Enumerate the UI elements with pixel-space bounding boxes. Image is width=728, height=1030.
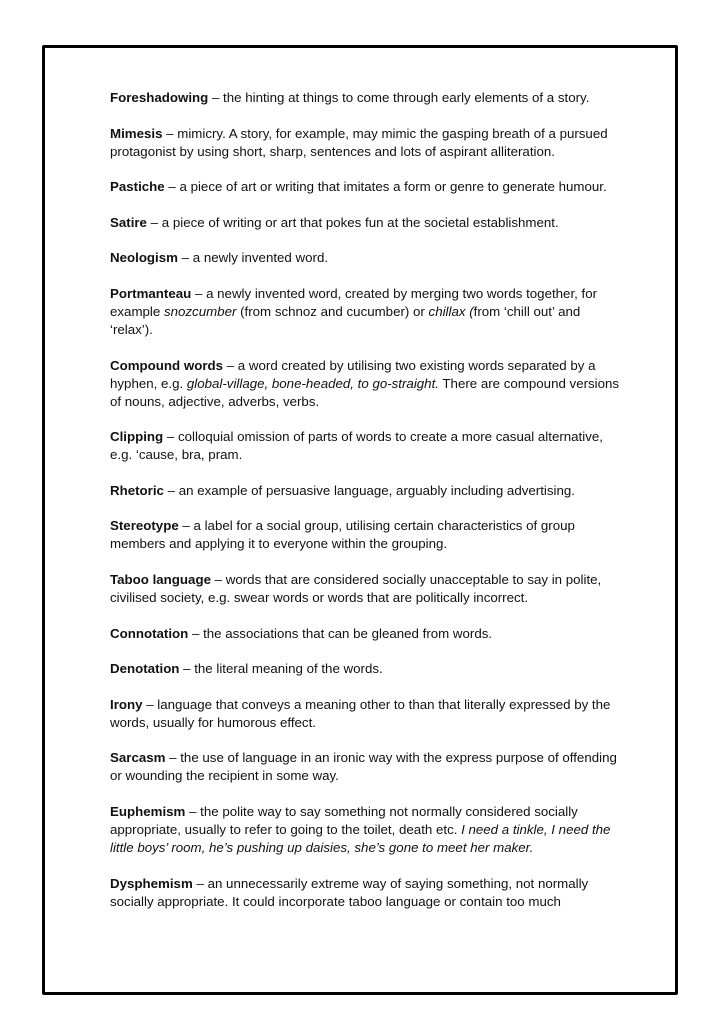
glossary-definition: – mimicry. A story, for example, may mimic the gasping breath of a pursued protagonist by using short, sharp, sentences and lots of aspirant alliteration. (110, 125, 608, 159)
glossary-definition: – a newly invented word, created by merging two words together, for example (110, 285, 598, 319)
glossary-definition: – language that conveys a meaning other to than that literally expressed by the words, usually for humorous effect. (110, 696, 611, 730)
glossary-term: Irony (110, 696, 143, 712)
glossary-definition: – the literal meaning of the words. (179, 661, 383, 677)
glossary-entry (110, 357, 625, 411)
glossary-entry (110, 803, 625, 857)
glossary-term: Connotation (110, 625, 189, 641)
glossary-entry (110, 875, 625, 911)
glossary-term: Clipping (110, 429, 164, 445)
glossary-definition: – an example of persuasive language, arguably including advertising. (163, 482, 575, 498)
glossary-definition: – the hinting at things to come through early elements of a story. (208, 90, 590, 105)
glossary-entry (110, 660, 625, 678)
glossary-definition: – a word created by utilising two existing words separated by a hyphen, e.g. (110, 357, 596, 391)
glossary-definition: – the use of language in an ironic way with the express purpose of offending or wounding the recipient in some way. (110, 750, 617, 784)
glossary-example: global-village, bone-headed, to go-straight. (186, 375, 439, 391)
glossary-definition: – colloquial omission of parts of words to create a more casual alternative, e.g. ‘cause, bra, pram. (110, 429, 603, 463)
glossary-term: Mimesis (110, 125, 163, 141)
glossary-entry (110, 482, 625, 500)
glossary-entry (110, 517, 625, 553)
glossary-term: Denotation (110, 661, 180, 677)
glossary-term: Stereotype (110, 518, 179, 534)
glossary-entry (110, 89, 625, 107)
glossary-entry (110, 625, 625, 643)
glossary-entry (110, 125, 625, 161)
glossary-definition: (from schnoz and cucumber) or (236, 303, 429, 319)
glossary-term: Dysphemism (110, 875, 193, 891)
glossary-example: snozcumber (163, 303, 237, 319)
glossary-example: I need a tinkle, I need the little boys’ room, he’s pushing up daisies, she’s gone to meet her maker. (110, 821, 611, 855)
glossary-term: Foreshadowing (110, 90, 209, 105)
glossary-example: chillax ( (428, 303, 474, 319)
glossary-term: Pastiche (110, 179, 165, 195)
glossary-definition: – words that are considered socially unacceptable to say in polite, civilised society, e.g. swear words or words that are politically incorrect. (110, 571, 602, 605)
glossary-definition: – an unnecessarily extreme way of saying something, not normally socially appropriate. It could incorporate taboo language or contain too much (110, 875, 589, 909)
glossary-definition: – a label for a social group, utilising certain characteristics of group members and applying it to everyone within the grouping. (110, 518, 575, 552)
glossary-term: Portmanteau (110, 285, 192, 301)
glossary-definition: There are compound versions of nouns, adjective, adverbs, verbs. (110, 375, 620, 409)
glossary-definition: – a piece of writing or art that pokes fun at the societal establishment. (146, 214, 559, 230)
glossary-term: Euphemism (110, 803, 186, 819)
glossary-entry (110, 428, 625, 464)
glossary-term: Neologism (110, 250, 178, 266)
glossary-term: Sarcasm (110, 750, 166, 766)
glossary-entry (110, 249, 625, 267)
glossary-term: Rhetoric (110, 482, 164, 498)
glossary-entry (110, 696, 625, 732)
glossary-entry (110, 749, 625, 785)
glossary-list (110, 89, 625, 928)
glossary-term: Taboo language (110, 571, 211, 587)
glossary-definition: – the polite way to say something not normally considered socially appropriate, usually to refer to going to the toilet, death etc. (110, 803, 578, 837)
glossary-definition: – a piece of art or writing that imitates a form or genre to generate humour. (164, 179, 607, 195)
glossary-term: Satire (110, 214, 147, 230)
glossary-definition: – a newly invented word. (177, 250, 329, 266)
glossary-entry (110, 214, 625, 232)
glossary-entry (110, 178, 625, 196)
glossary-entry (110, 571, 625, 607)
glossary-definition: – the associations that can be gleaned from words. (188, 625, 493, 641)
glossary-entry (110, 285, 625, 339)
glossary-term: Compound words (110, 357, 224, 373)
glossary-definition: from ‘chill out’ and ‘relax’). (110, 303, 581, 337)
